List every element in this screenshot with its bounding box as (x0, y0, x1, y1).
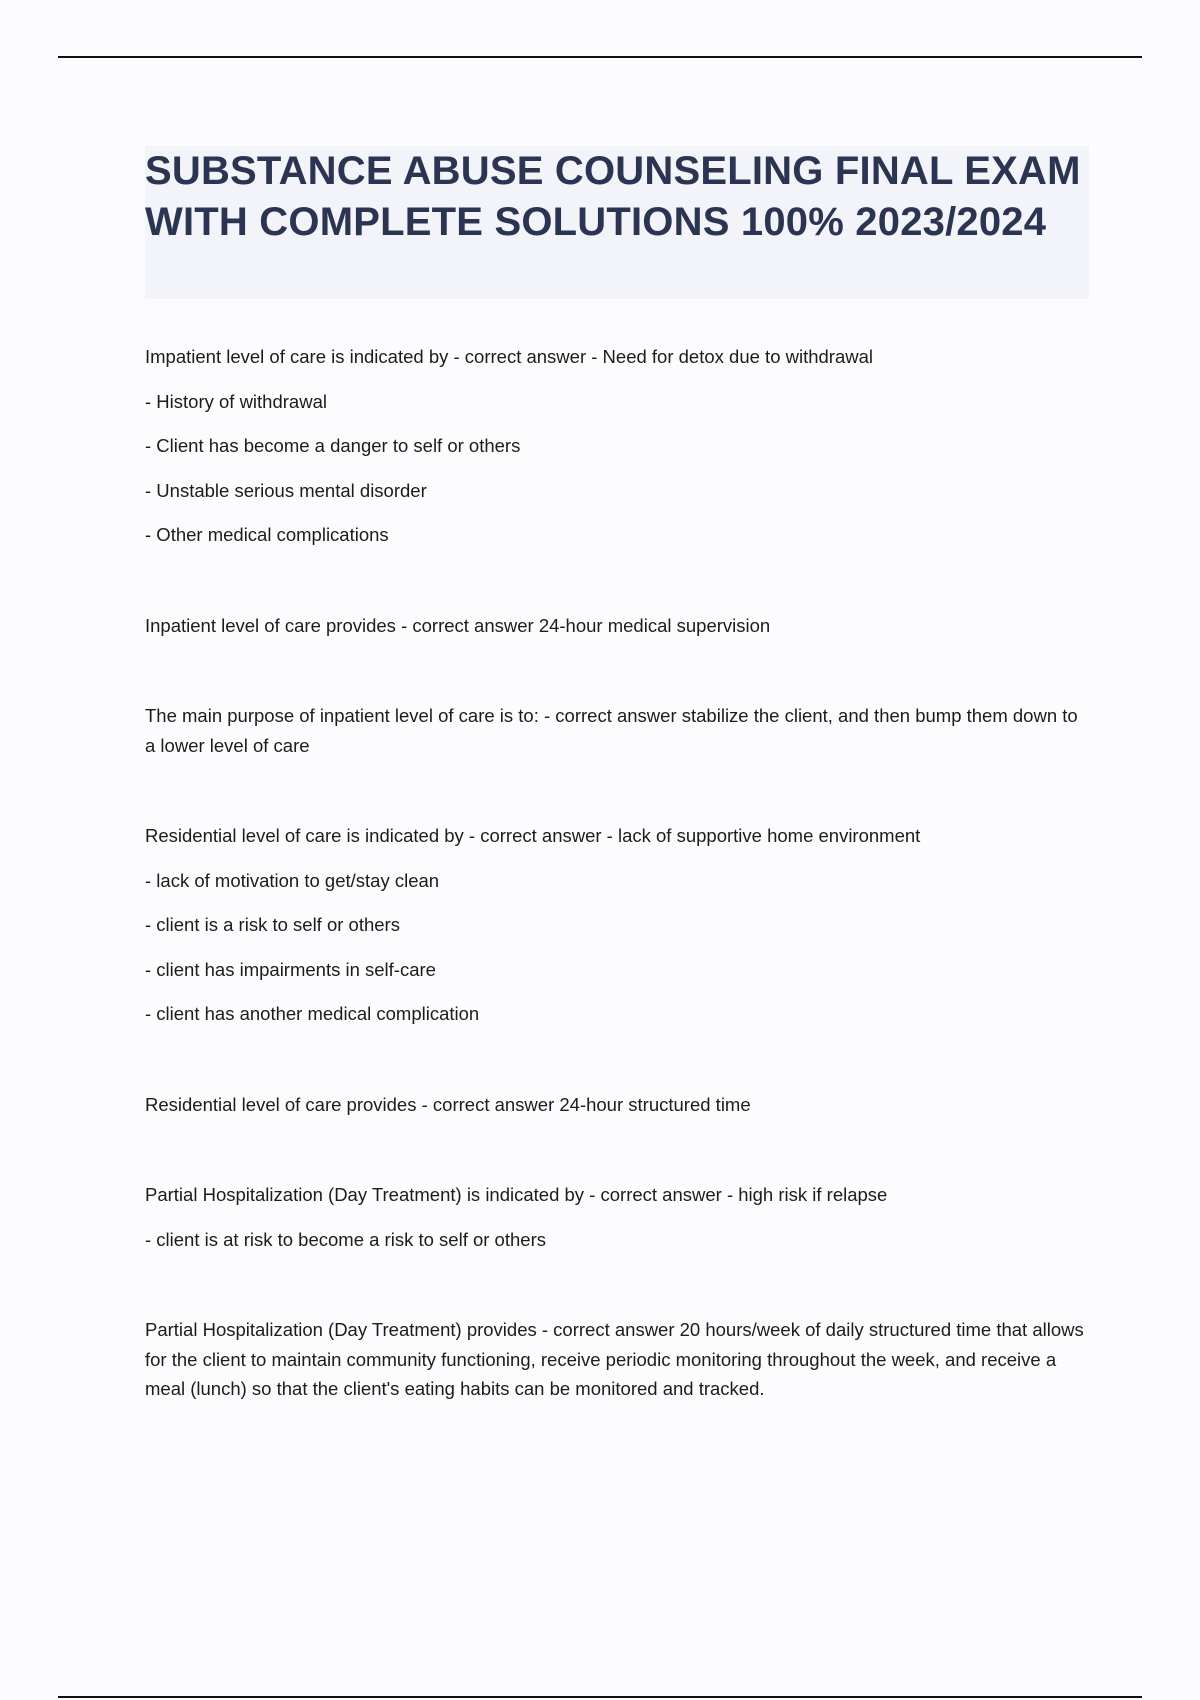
list-item: - History of withdrawal (145, 390, 327, 412)
title-block (145, 146, 1089, 299)
question-partial-indicated: Partial Hospitalization (Day Treatment) is indicated by - correct answer - high risk if relapse (145, 1184, 888, 1205)
list-item: - client has another medical complication (145, 1003, 480, 1024)
list-item: - client is at risk to become a risk to self or others (145, 1228, 546, 1250)
list-item: - Unstable serious mental disorder (145, 479, 427, 501)
question-impatient-indicated: Impatient level of care is indicated by - correct answer - Need for detox due to withdrawal (145, 346, 874, 367)
question-residential-indicated: Residential level of care is indicated by - correct answer - lack of supportive home environment (145, 825, 921, 846)
list-item: - client is a risk to self or others (145, 914, 400, 935)
document-body (145, 342, 1090, 1404)
bottom-rule (58, 1696, 1142, 1698)
list-item: - Client has become a danger to self or others (145, 435, 521, 456)
question-inpatient-provides: Inpatient level of care provides - correct answer 24-hour medical supervision (145, 614, 771, 636)
document-title: SUBSTANCE ABUSE COUNSELING FINAL EXAM WITH COMPLETE SOLUTIONS 100% 2023/2024 (145, 149, 1081, 244)
list-item: - lack of motivation to get/stay clean (145, 869, 440, 891)
question-partial-provides: Partial Hospitalization (Day Treatment) provides - correct answer 20 hours/week of daily structured time that allows for the client to maintain community functioning, receive periodic monitoring throughout the week, and receive a meal (lunch) so that the client's eating habits can be monitored and tracked. (145, 1319, 1084, 1399)
question-inpatient-purpose: The main purpose of inpatient level of care is to: - correct answer stabilize the client, and then bump them down to a lower level of care (145, 705, 1078, 756)
list-item: - client has impairments in self-care (145, 958, 436, 980)
top-rule (58, 56, 1142, 58)
list-item: - Other medical complications (145, 524, 389, 545)
question-residential-provides: Residential level of care provides - correct answer 24-hour structured time (145, 1093, 751, 1115)
